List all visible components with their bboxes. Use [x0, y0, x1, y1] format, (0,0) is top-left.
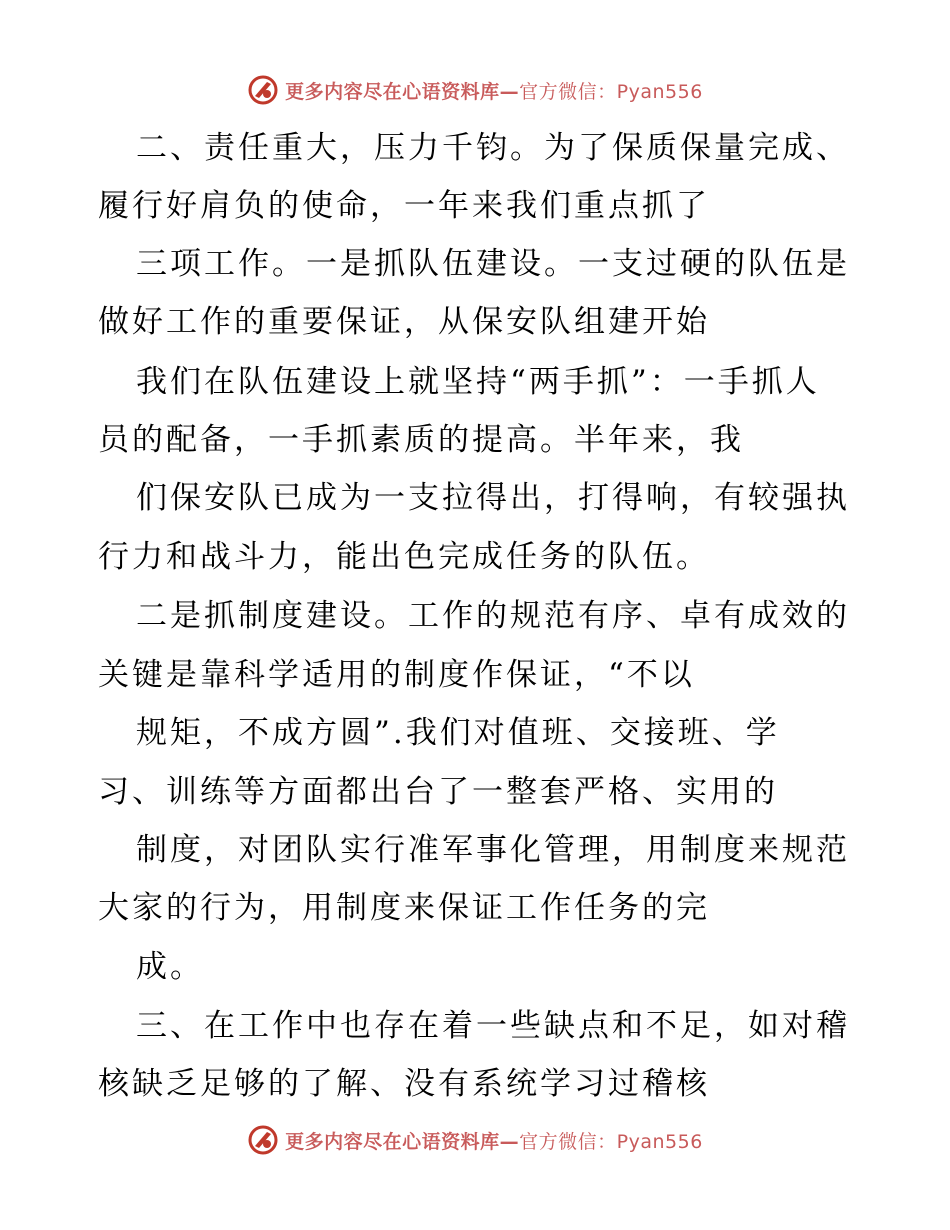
text-line: 成。: [136, 949, 204, 985]
text-line: 们保安队已成为一支拉得出，打得响，有较强执: [136, 480, 850, 516]
watermark-text: 更多内容尽在心语资料库—官方微信：Pyan556: [285, 80, 703, 103]
text-line: 三、在工作中也存在着一些缺点和不足，如对稽: [136, 1008, 850, 1044]
text-line: 履行好肩负的使命，一年来我们重点抓了: [98, 188, 710, 224]
text-line: 二是抓制度建设。工作的规范有序、卓有成效的: [136, 598, 850, 634]
text-line: 大家的行为，用制度来保证工作任务的完: [98, 890, 710, 926]
text-line: 做好工作的重要保证，从保安队组建开始: [98, 304, 710, 340]
text-line: 习、训练等方面都出台了一整套严格、实用的: [98, 774, 778, 810]
brush-seal-icon: [247, 1124, 279, 1156]
text-line: 规矩，不成方圆”.我们对值班、交接班、学: [136, 715, 780, 751]
watermark-text: 更多内容尽在心语资料库—官方微信：Pyan556: [285, 1130, 703, 1153]
text-line: 行力和战斗力，能出色完成任务的队伍。: [98, 539, 710, 575]
text-line: 我们在队伍建设上就坚持“两手抓”：一手抓人: [136, 364, 820, 400]
text-line: 关键是靠科学适用的制度作保证，“不以: [98, 657, 695, 693]
text-line: 二、责任重大，压力千钧。为了保质保量完成、: [136, 130, 850, 166]
footer-watermark: [0, 1120, 950, 1160]
text-line: 员的配备，一手抓素质的提高。半年来，我: [98, 422, 744, 458]
text-line: 三项工作。一是抓队伍建设。一支过硬的队伍是: [136, 246, 850, 282]
text-line: 制度，对团队实行准军事化管理，用制度来规范: [136, 832, 850, 868]
text-line: 核缺乏足够的了解、没有系统学习过稽核: [98, 1066, 710, 1102]
